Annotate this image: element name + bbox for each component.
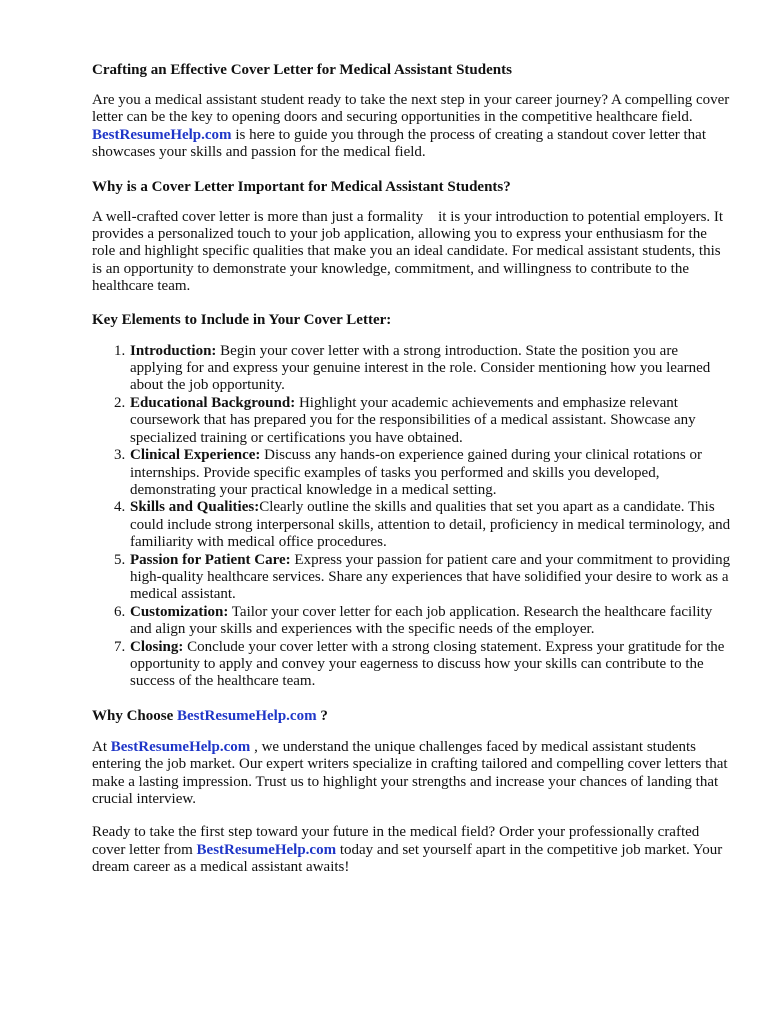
list-item: [129, 552, 732, 604]
list-item-text: Clearly outline the skills and qualities that set you apart as a candidate. This could include strong interpersonal skills, attention to detail, proficiency in medical terminology, and familiarity with medical office procedures.: [130, 499, 731, 551]
why-choose-text-before: Why Choose: [92, 707, 178, 724]
why-choose-body-after: , we understand the unique challenges faced by medical assistant students entering the job market. Our expert writers specialize in crafting tailored and compelling cover letters that make a lasting impression. Trust us to highlight your strengths and increase your chances of landing that crucial interview.: [92, 738, 728, 807]
closing-text-after: today and set yourself apart in the competitive job market. Your dream career as a medical assistant awaits!: [92, 841, 723, 876]
list-item-text: Conclude your cover letter with a strong closing statement. Express your gratitude for the opportunity to apply and convey your eagerness to discuss how your skills can contribute to the success of the healthcare team.: [130, 638, 725, 690]
list-item: [129, 343, 732, 395]
page-title: Crafting an Effective Cover Letter for Medical Assistant Students: [92, 62, 512, 78]
why-choose-body-before: At: [92, 738, 111, 755]
bestresumehelp-link-body[interactable]: BestResumeHelp.com: [110, 738, 251, 755]
list-item-term: Skills and Qualities:: [130, 499, 260, 516]
list-item-text: Begin your cover letter with a strong introduction. State the position you are applying for and express your genuine interest in the role. Consider mentioning how you learned about the job opportunity.: [130, 342, 711, 394]
list-item-term: Customization:: [130, 603, 229, 620]
list-item-text: Tailor your cover letter for each job application. Research the healthcare facility and align your skills and experiences with the specific needs of the employer.: [130, 603, 713, 638]
list-item-term: Passion for Patient Care:: [130, 551, 291, 568]
key-elements-list: [92, 343, 732, 691]
list-item-text: Express your passion for patient care and your commitment to providing high-quality healthcare services. Share any experiences that have solidified your desire to work as a medical assistant.: [130, 551, 731, 603]
key-elements-heading: Key Elements to Include in Your Cover Letter:: [92, 311, 392, 328]
list-item-term: Educational Background:: [130, 394, 296, 411]
intro-text-before: Are you a medical assistant student ready to take the next step in your career journey? A compelling cover letter can be the key to opening doors and securing opportunities in the competitive healthcare field.: [92, 92, 730, 126]
why-choose-paragraph: [92, 739, 732, 809]
list-item: [129, 447, 732, 499]
intro-paragraph: [92, 92, 732, 162]
why-paragraph: A well-crafted cover letter is more than just a formality it is your introduction to potential employers. It provides a personalized touch to your job application, allowing you to express your enthusiasm for the role and highlight specific qualities that make you an ideal candidate. For medical assistant students, this is an opportunity to demonstrate your knowledge, commitment, and willingness to contribute to the healthcare team.: [92, 208, 727, 295]
why-heading: Why is a Cover Letter Important for Medical Assistant Students?: [92, 178, 511, 195]
why-choose-heading: [92, 707, 732, 725]
list-item: [129, 639, 732, 691]
list-item-text: Discuss any hands-on experience gained during your clinical rotations or internships. Provide specific examples of tasks you performed and skills you developed, demonstrating your practical knowledge in a medical setting.: [130, 447, 702, 498]
closing-text-before: Ready to take the first step toward your future in the medical field? Order your professionally crafted cover letter from: [92, 824, 700, 858]
intro-text-after: is here to guide you through the process of creating a standout cover letter that showcases your skills and passion for the medical field.: [92, 126, 706, 161]
why-choose-text-after: ?: [316, 707, 328, 724]
bestresumehelp-link-closing[interactable]: BestResumeHelp.com: [196, 841, 337, 858]
list-item: [129, 499, 732, 551]
list-item-term: Closing:: [130, 638, 184, 655]
list-item-text: Highlight your academic achievements and emphasize relevant coursework that has prepared you for the responsibilities of a medical assistant. Showcase any specialized training or certifications you have obtained.: [130, 394, 696, 446]
list-item-term: Clinical Experience:: [130, 447, 261, 464]
bestresumehelp-link-heading[interactable]: BestResumeHelp.com: [177, 707, 317, 724]
list-item-term: Introduction:: [130, 342, 217, 359]
closing-paragraph: [92, 824, 732, 876]
list-item: [129, 395, 732, 447]
document-page: [92, 61, 732, 877]
bestresumehelp-link-intro[interactable]: BestResumeHelp.com: [92, 126, 232, 143]
list-item: [129, 604, 732, 639]
